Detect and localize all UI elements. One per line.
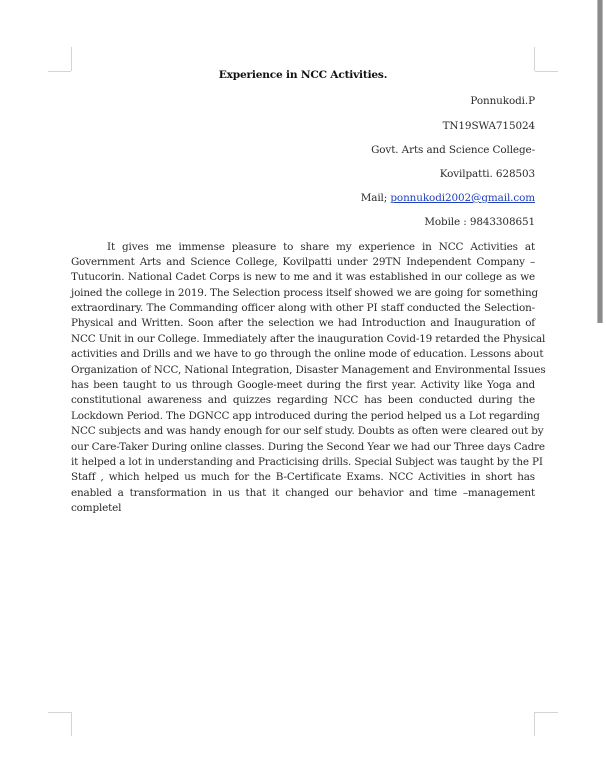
body-line: joined the college in 2019. The Selection process itself showed we are going for something bbox=[71, 286, 539, 299]
cadet-number: TN19SWA715024 bbox=[442, 120, 535, 132]
body-line: enabled a transformation in us that it changed our behavior and time –management bbox=[71, 486, 535, 499]
body-line: Lockdown Period. The DGNCC app introduced during the period helped us a Lot regarding bbox=[71, 409, 540, 422]
body-line: has been taught to us through Google-meet during the first year. Activity like Yoga and bbox=[71, 379, 535, 392]
email-link[interactable]: ponnukodi2002@gmail.com bbox=[390, 192, 535, 204]
body-line: It gives me immense pleasure to share my experience in NCC Activities at bbox=[107, 240, 535, 253]
crop-mark-top-right-vertical bbox=[534, 47, 535, 71]
body-line: activities and Drills and we have to go through the online mode of education. Lessons about bbox=[71, 348, 544, 361]
body-line: Tutucorin. National Cadet Corps is new to me and it was established in our college as we bbox=[71, 271, 535, 284]
body-line: completel bbox=[71, 502, 122, 515]
mail-label: Mail; bbox=[360, 192, 391, 204]
body-line: Physical and Written. Soon after the selection we had Introduction and Inauguration of bbox=[71, 317, 535, 330]
crop-mark-bottom-left-horizontal bbox=[48, 712, 71, 713]
author-name: Ponnukodi.P bbox=[470, 95, 535, 107]
crop-mark-bottom-left-vertical bbox=[71, 712, 72, 736]
college-name: Govt. Arts and Science College- bbox=[371, 144, 535, 156]
body-line: constitutional awareness and quizzes regarding NCC has been conducted during the bbox=[71, 394, 535, 407]
body-line: Organization of NCC, National Integration, Disaster Management and Environmental Issues bbox=[71, 363, 546, 376]
body-line: it helped a lot in understanding and Practicising drills. Special Subject was taught by the PI bbox=[71, 455, 543, 468]
crop-mark-bottom-right-vertical bbox=[534, 712, 535, 736]
crop-mark-bottom-right-horizontal bbox=[535, 712, 558, 713]
body-line: NCC Unit in our College. Immediately after the inauguration Covid-19 retarded the Physical bbox=[71, 332, 546, 345]
crop-mark-top-left-vertical bbox=[71, 47, 72, 71]
document-title: Experience in NCC Activities. bbox=[218, 69, 388, 81]
mail-line bbox=[361, 192, 535, 204]
body-line: Government Arts and Science College, Kovilpatti under 29TN Independent Company – bbox=[71, 255, 535, 268]
body-line: extraordinary. The Commanding officer along with other PI staff conducted the Selection- bbox=[71, 302, 535, 315]
body-line: our Care-Taker During online classes. During the Second Year we had our Three days Cadre bbox=[71, 440, 545, 453]
body-line: NCC subjects and was handy enough for our self study. Doubts as often were cleared out by bbox=[71, 425, 544, 438]
vertical-scrollbar[interactable] bbox=[597, 0, 603, 323]
college-address: Kovilpatti. 628503 bbox=[439, 168, 535, 180]
mobile-line: Mobile : 9843308651 bbox=[424, 216, 535, 228]
body-paragraph bbox=[71, 240, 546, 517]
body-line: Staff , which helped us much for the B-Certificate Exams. NCC Activities in short has bbox=[71, 471, 535, 484]
